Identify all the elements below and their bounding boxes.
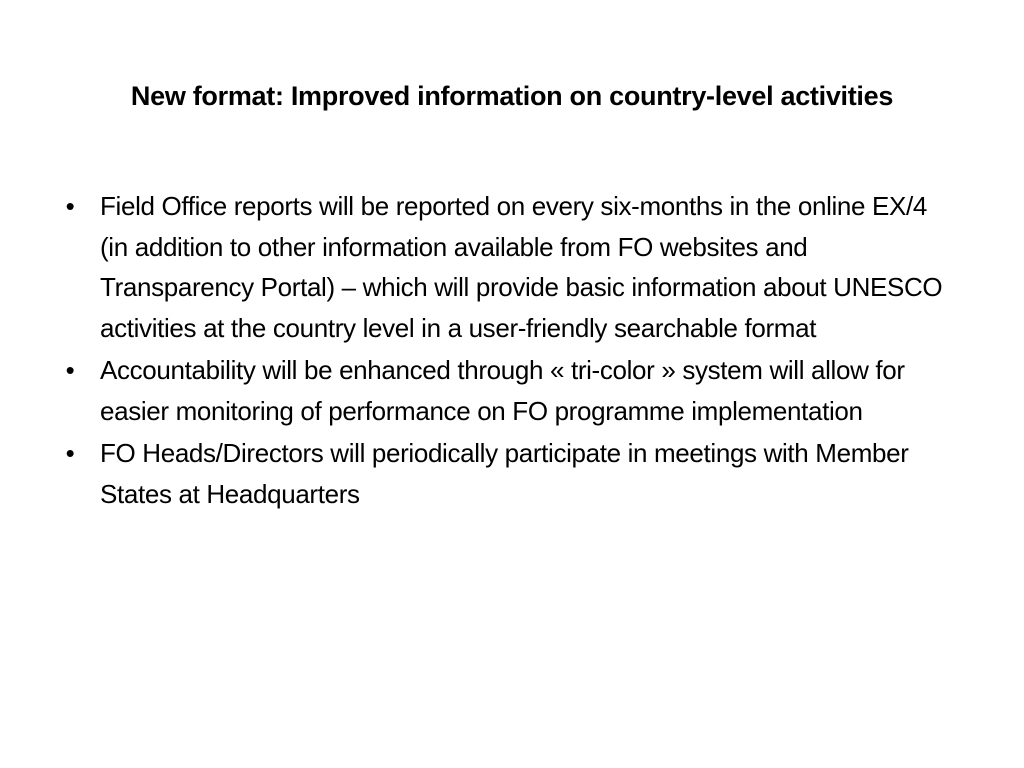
bullet-icon: • <box>65 438 75 468</box>
bullet-text: Field Office reports will be reported on every six-months in the online EX/4 (in addition to other information available from FO websites and Transparency Portal) – which will provide basic information about UNESCO activities at the country level in a user-friendly searchable format <box>100 191 943 343</box>
bullet-icon: • <box>65 355 75 385</box>
bullet-item <box>56 350 956 431</box>
bullet-item <box>56 433 956 514</box>
bullet-text: FO Heads/Directors will periodically participate in meetings with Member States at Headquarters <box>100 438 909 509</box>
slide-title: New format: Improved information on country-level activities <box>130 81 894 111</box>
bullet-item <box>56 186 956 348</box>
bullet-icon: • <box>65 191 75 221</box>
bullet-list <box>56 186 956 516</box>
bullet-text: Accountability will be enhanced through « tri-color » system will allow for easier monitoring of performance on FO programme implementation <box>100 355 905 426</box>
